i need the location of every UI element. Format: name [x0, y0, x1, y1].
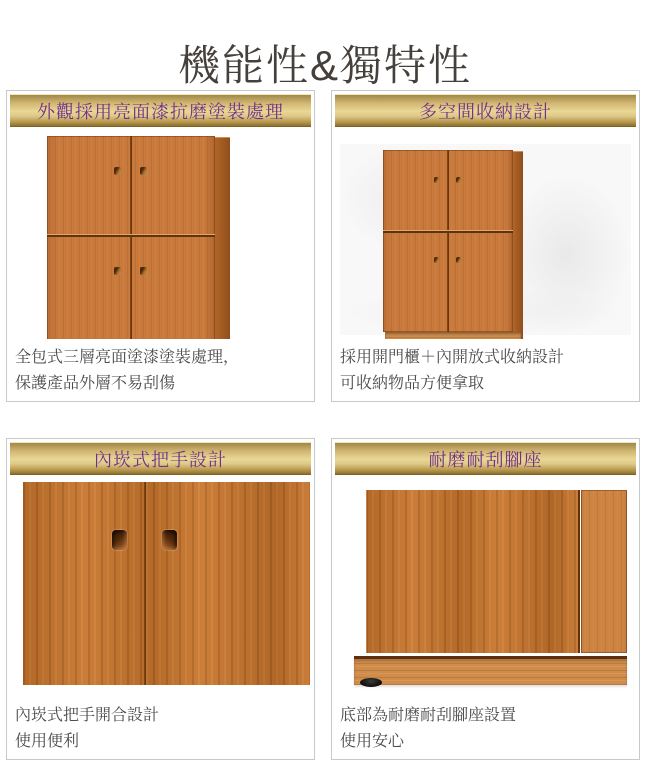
door-gap-vertical [144, 482, 146, 685]
panel-header-bar [335, 94, 636, 127]
door-gap-horizontal [47, 234, 215, 237]
cabinet-illustration [383, 150, 513, 332]
doors-closeup-illustration [23, 482, 310, 685]
base-closeup-illustration [340, 490, 627, 686]
page-title: 機能性&獨特性 [177, 42, 472, 90]
door-gap-vertical [447, 150, 449, 332]
caption-line-1: 採用開門櫃＋內開放式收納設計 [340, 349, 565, 366]
product-image-handles-closeup [9, 476, 312, 697]
caption-line-2: 使用便利 [15, 733, 80, 750]
caption-line-2: 保護產品外層不易刮傷 [15, 375, 176, 392]
door-handle-icon [114, 267, 121, 275]
feature-panel-feet [331, 438, 640, 760]
door-handle-icon [456, 177, 461, 183]
feature-panel-storage [331, 90, 640, 402]
caption-line-1: 底部為耐磨耐刮腳座設置 [340, 707, 517, 724]
product-image-cabinet-full [334, 128, 637, 339]
panel-caption [340, 345, 635, 397]
door-gap-vertical [130, 136, 132, 339]
caption-line-1: 全包式三層亮面塗漆塗裝處理， [15, 349, 240, 366]
door-handle-icon [140, 167, 147, 175]
recessed-handle-left-icon [112, 530, 127, 550]
caption-line-2: 使用安心 [340, 733, 405, 750]
panel-header-bar [10, 442, 311, 475]
feature-panel-coating [6, 90, 315, 402]
door-handle-icon [434, 177, 439, 183]
door-handle-icon [140, 267, 147, 275]
product-image-cabinet-front [9, 128, 312, 339]
cabinet-plinth [385, 332, 521, 339]
recessed-handle-right-icon [162, 530, 177, 550]
cabinet-foot [360, 678, 382, 687]
cabinet-illustration [47, 136, 215, 339]
cabinet-doors [47, 136, 215, 339]
cabinet-side-panel [513, 151, 523, 339]
door-handle-icon [114, 167, 121, 175]
panel-caption [340, 703, 635, 755]
feature-panel-handle [6, 438, 315, 760]
panel-header-label: 內崁式把手設計 [94, 449, 227, 470]
door-handle-icon [434, 257, 439, 263]
caption-line-2: 可收納物品方便拿取 [340, 375, 485, 392]
cabinet-door-edge [581, 490, 627, 653]
feature-grid [6, 90, 640, 760]
door-gap-horizontal [383, 230, 513, 233]
cabinet-door-lower [366, 490, 580, 653]
caption-line-1: 內崁式把手開合設計 [15, 707, 160, 724]
cabinet-side-panel [215, 137, 230, 339]
panel-header-bar [10, 94, 311, 127]
panel-header-label: 外觀採用亮面漆抗磨塗裝處理 [37, 101, 284, 122]
panel-caption [15, 703, 310, 755]
panel-caption [15, 345, 310, 397]
panel-header-label: 耐磨耐刮腳座 [428, 449, 543, 470]
panel-header-label: 多空間收納設計 [419, 101, 552, 122]
panel-header-bar [335, 442, 636, 475]
product-image-base-closeup [334, 476, 637, 697]
cabinet-plinth [354, 656, 627, 685]
door-handle-icon [456, 257, 461, 263]
cabinet-doors [383, 150, 513, 332]
